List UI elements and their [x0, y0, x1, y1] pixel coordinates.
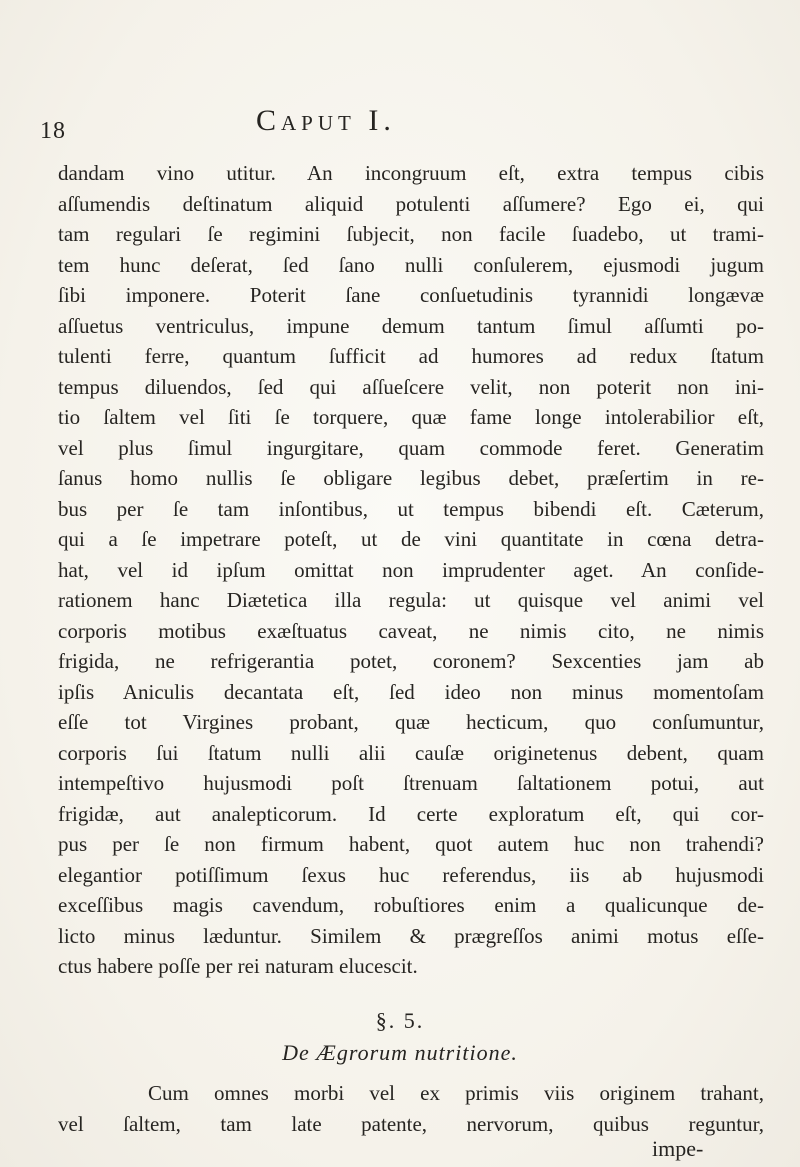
text-line: tam regulari ſe regimini ſubjecit, non facile ſuadebo, ut trami- — [58, 222, 764, 246]
section-title: De Ægrorum nutritione. — [282, 1040, 518, 1065]
text-line: bus per ſe tam inſontibus, ut tempus bibendi eſt. Cæterum, — [58, 496, 764, 521]
text-line: ctus habere poſſe per rei naturam elucescit. — [58, 954, 418, 978]
text-line: dandam vino utitur. An incongruum eſt, extra tempus cibis — [58, 161, 764, 185]
text-line: frigida, ne refrigerantia potet, coronem? Sexcenties jam ab — [58, 649, 764, 673]
text-line: tempus diluendos, ſed qui aſſueſcere velit, non poterit non ini- — [58, 374, 764, 399]
page-number: 18 — [40, 118, 66, 144]
text-line: corporis ſui ſtatum nulli alii cauſæ originetenus debent, quam — [58, 740, 764, 765]
text-line: rationem hanc Diætetica illa regula: ut quisque vel animi vel — [58, 588, 764, 612]
text-line: corporis motibus exæſtuatus caveat, ne nimis cito, ne nimis — [58, 618, 764, 643]
text-line: tem hunc deſerat, ſed ſano nulli conſulerem, ejusmodi jugum — [58, 252, 764, 277]
text-line: intempeſtivo hujusmodi poſt ſtrenuam ſaltationem potui, aut — [58, 771, 764, 795]
text-line: Cum omnes morbi vel ex primis viis originem trahant, — [148, 1081, 764, 1105]
text-line: licto minus læduntur. Similem & prægreſſos animi motus eſſe- — [58, 923, 764, 948]
text-line: eſſe tot Virgines probant, quæ hecticum, quo conſumuntur, — [58, 710, 764, 734]
paragraph-main — [58, 158, 764, 982]
text-line: hat, vel id ipſum omittat non imprudenter aget. An conſide- — [58, 557, 764, 582]
text-line: tio ſaltem vel ſiti ſe torquere, quæ fame longe intolerabilior eſt, — [58, 405, 764, 429]
text-line: pus per ſe non firmum habent, quot autem huc non trahendi? — [58, 832, 764, 856]
running-head: Caput I. — [256, 104, 396, 137]
text-line: exceſſibus magis cavendum, robuſtiores enim a qualicunque de- — [58, 893, 764, 917]
catchword: impe- — [652, 1136, 704, 1161]
text-line: frigidæ, aut analepticorum. Id certe exploratum eſt, qui cor- — [58, 801, 764, 826]
text-line: aſſumendis deſtinatum aliquid potulenti aſſumere? Ego ei, qui — [58, 191, 764, 216]
section-mark: §. 5. — [375, 1008, 425, 1033]
text-line: elegantior potiſſimum ſexus huc referendus, iis ab hujusmodi — [58, 862, 764, 887]
text-line: ipſis Aniculis decantata eſt, ſed ideo non minus momentoſam — [58, 679, 764, 704]
text-line: ſibi imponere. Poterit ſane conſuetudinis tyrannidi longævæ — [58, 283, 764, 307]
text-line: ſanus homo nullis ſe obligare legibus debet, præſertim in re- — [58, 466, 764, 490]
text-line: tulenti ferre, quantum ſufficit ad humores ad redux ſtatum — [58, 344, 764, 368]
text-line: vel plus ſimul ingurgitare, quam commode feret. Generatim — [58, 435, 764, 460]
text-line: qui a ſe impetrare poteſt, ut de vini quantitate in cœna detra- — [58, 527, 764, 551]
text-line: vel ſaltem, tam late patente, nervorum, quibus reguntur, — [58, 1111, 764, 1136]
text-line: aſſuetus ventriculus, impune demum tantum ſimul aſſumti po- — [58, 313, 764, 338]
paragraph-second — [58, 1078, 764, 1139]
